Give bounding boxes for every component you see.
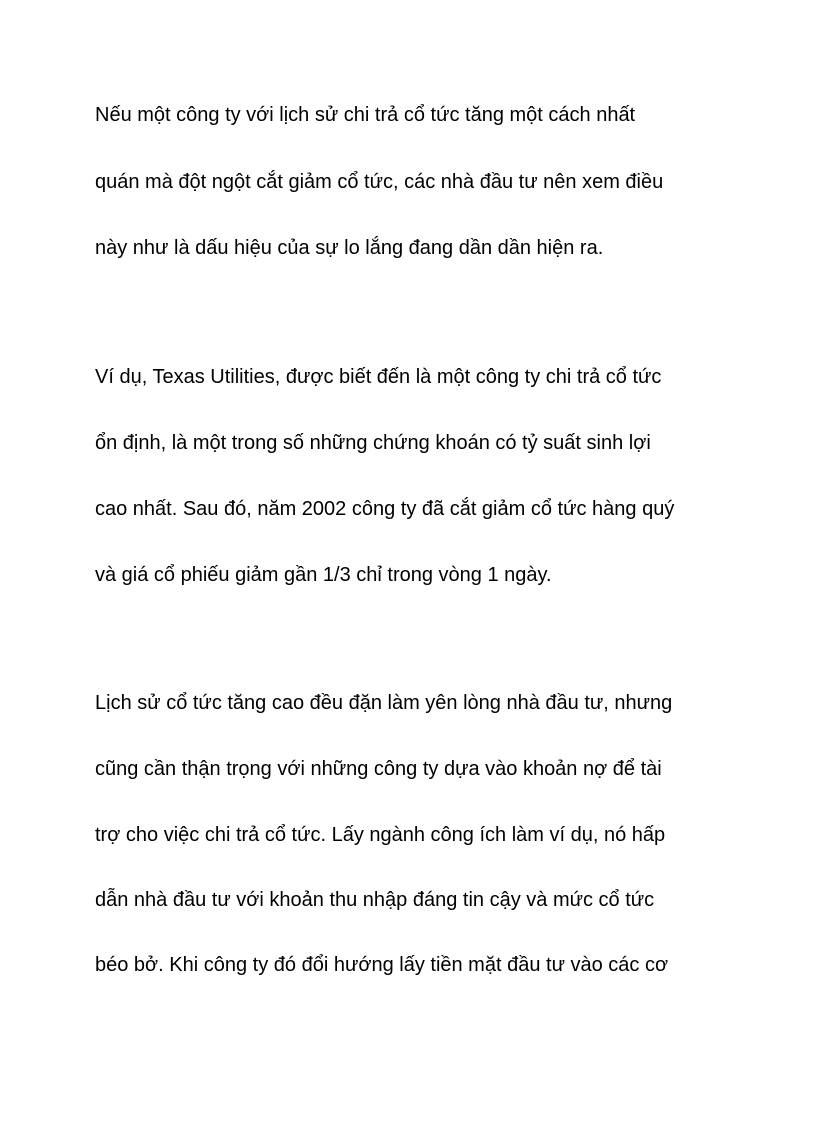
paragraph-3-line-5: béo bở. Khi công ty đó đổi hướng lấy tiền mặt đầu tư vào các cơ xyxy=(95,954,669,976)
paragraph-1-line-3: này như là dấu hiệu của sự lo lắng đang dần dần hiện ra. xyxy=(95,237,604,259)
paragraph-1-line-2: quán mà đột ngột cắt giảm cổ tức, các nhà đầu tư nên xem điều xyxy=(95,171,664,193)
paragraph-2-line-2: ổn định, là một trong số những chứng khoán có tỷ suất sinh lợi xyxy=(95,432,651,454)
paragraph-3-line-2: cũng cần thận trọng với những công ty dựa vào khoản nợ để tài xyxy=(95,758,662,780)
paragraph-2-line-3: cao nhất. Sau đó, năm 2002 công ty đã cắt giảm cổ tức hàng quý xyxy=(95,498,675,520)
paragraph-3-line-3: trợ cho việc chi trả cổ tức. Lấy ngành công ích làm ví dụ, nó hấp xyxy=(95,824,666,846)
paragraph-1-line-1: Nếu một công ty với lịch sử chi trả cổ tức tăng một cách nhất xyxy=(95,104,636,126)
paragraph-2-line-4: và giá cổ phiếu giảm gần 1/3 chỉ trong vòng 1 ngày. xyxy=(95,564,552,586)
paragraph-3-line-4: dẫn nhà đầu tư với khoản thu nhập đáng tin cậy và mức cổ tức xyxy=(95,889,655,911)
paragraph-3-line-1: Lịch sử cổ tức tăng cao đều đặn làm yên lòng nhà đầu tư, nhưng xyxy=(95,692,673,714)
paragraph-2-line-1: Ví dụ, Texas Utilities, được biết đến là một công ty chi trả cổ tức xyxy=(95,366,662,388)
